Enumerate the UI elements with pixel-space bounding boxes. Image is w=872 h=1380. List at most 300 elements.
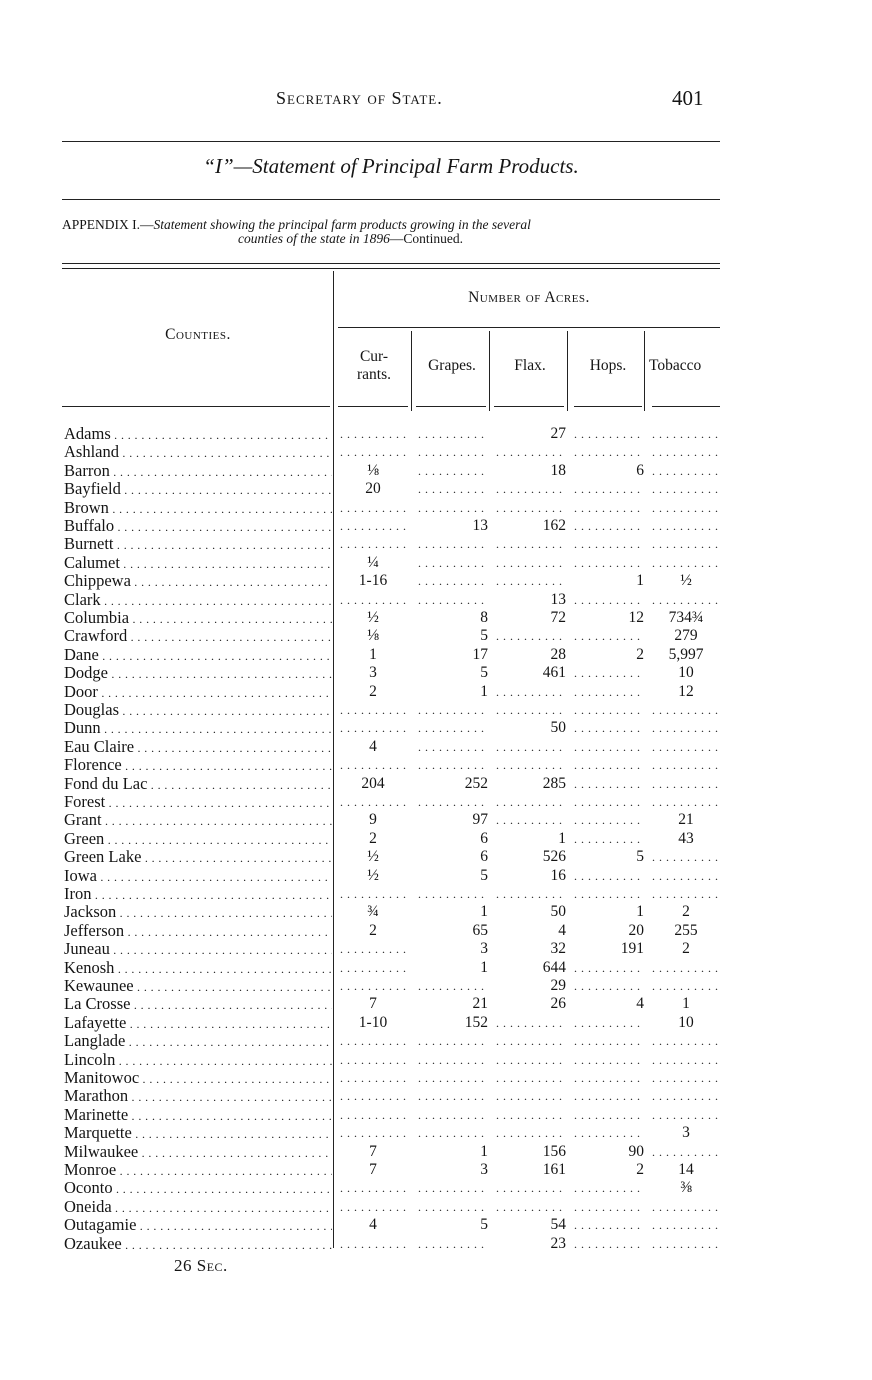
tobacco-header: Tobacco [649, 357, 702, 374]
header-bottom-rule-flax [494, 406, 564, 407]
currants-cell [338, 719, 408, 737]
table-row [0, 499, 872, 517]
tobacco-cell: ½ [680, 572, 692, 590]
flax-cell: 162 [542, 517, 566, 534]
flax-cell [494, 1087, 566, 1105]
hops-cell [572, 701, 644, 719]
currants-cell [338, 443, 408, 461]
hops-cell: 90 [628, 1142, 644, 1160]
table-row [0, 425, 872, 443]
table-row [0, 848, 872, 866]
grapes-cell: 5 [480, 866, 488, 884]
hops-cell [572, 443, 644, 461]
table-row [0, 1216, 872, 1234]
hops-cell [572, 738, 644, 756]
header-bottom-rule-grapes [416, 406, 486, 407]
hops-cell [572, 830, 644, 848]
flax-cell: 50 [550, 719, 566, 737]
county-name: Douglas . . . [64, 701, 332, 719]
currants-cell: ¾ [367, 903, 379, 921]
hops-cell: 191 [620, 940, 644, 958]
county-name: Columbia . . . [64, 609, 332, 627]
header-bottom-rule-currants [338, 406, 408, 407]
grapes-cell: 252 [464, 774, 488, 792]
table-row [0, 646, 872, 664]
currants-cell [338, 1124, 408, 1142]
hops-cell: 1 [636, 572, 644, 590]
table-row [0, 1198, 872, 1216]
grapes-cell [416, 738, 488, 756]
flax-cell [494, 1106, 566, 1124]
table-row [0, 535, 872, 553]
tobacco-cell [650, 719, 722, 737]
grapes-cell [416, 480, 488, 498]
grapes-cell: 5 [480, 664, 488, 682]
flax-cell [494, 443, 566, 461]
grapes-cell: 8 [480, 609, 488, 626]
table-row [0, 1087, 872, 1105]
currants-cell [338, 1106, 408, 1124]
caption-tail: —Continued. [389, 231, 463, 246]
table-row [0, 1014, 872, 1032]
tobacco-cell: 279 [674, 627, 698, 645]
tobacco-cell [650, 480, 722, 498]
caption-italic-1: Statement showing the principal farm products growing in the several [153, 217, 531, 232]
currants-cell [338, 499, 408, 517]
currants-cell: 7 [369, 1142, 377, 1160]
hops-cell: 1 [636, 903, 644, 921]
flax-cell [494, 499, 566, 517]
table-row [0, 775, 872, 793]
flax-cell [494, 1124, 566, 1142]
grapes-cell: 152 [464, 1013, 488, 1031]
grapes-cell: 65 [472, 921, 488, 939]
grapes-cell [416, 1198, 488, 1216]
tobacco-cell: 255 [674, 921, 698, 939]
grapes-cell: 3 [480, 1161, 488, 1178]
hops-cell: 2 [636, 645, 644, 663]
flax-cell: 54 [550, 1216, 566, 1234]
table-row [0, 959, 872, 977]
county-name: Kewaunee . . . [64, 977, 332, 995]
table-row [0, 1051, 872, 1069]
currants-cell: ⅛ [367, 627, 379, 645]
flax-cell: 156 [542, 1142, 566, 1160]
county-name: Manitowoc . . . [64, 1069, 332, 1087]
currants-cell: 1-10 [358, 1013, 388, 1031]
currants-header-line-1: Cur- [359, 348, 389, 365]
table-row [0, 811, 872, 829]
tobacco-cell [650, 591, 722, 609]
hops-cell [572, 1124, 644, 1142]
grapes-cell [416, 462, 488, 480]
tobacco-cell [650, 517, 722, 535]
page-number: 401 [672, 86, 704, 110]
hops-cell [572, 535, 644, 553]
grapes-cell [416, 572, 488, 590]
table-row [0, 867, 872, 885]
tobacco-cell [650, 1106, 722, 1124]
hops-cell [572, 517, 644, 535]
currants-cell [338, 1069, 408, 1087]
grapes-cell: 17 [472, 645, 488, 663]
tobacco-cell [650, 738, 722, 756]
hops-cell: 4 [636, 995, 644, 1013]
tobacco-cell [650, 499, 722, 517]
flax-cell: 23 [550, 1234, 566, 1252]
signature-text: 26 Sec. [174, 1256, 228, 1275]
grapes-cell [416, 701, 488, 719]
tobacco-cell: 21 [678, 811, 694, 829]
currants-cell [338, 535, 408, 553]
county-name: Oconto . . . [64, 1179, 332, 1197]
table-row [0, 609, 872, 627]
currants-header [336, 348, 412, 384]
hops-cell [572, 683, 644, 701]
hops-cell [572, 793, 644, 811]
hops-cell [572, 1014, 644, 1032]
flax-cell: 18 [550, 461, 566, 479]
header-bottom-rule-hops [574, 406, 642, 407]
flax-cell [494, 1179, 566, 1197]
tobacco-cell [650, 1235, 722, 1253]
county-name: Bayfield . . . [64, 480, 332, 498]
currants-cell [338, 940, 408, 958]
currants-cell: 4 [369, 1216, 377, 1234]
flax-cell: 4 [558, 921, 566, 939]
flax-cell [494, 572, 566, 590]
hops-cell [572, 1198, 644, 1216]
tobacco-cell [650, 959, 722, 977]
running-title: Secretary of State. [276, 88, 443, 108]
table-row [0, 885, 872, 903]
currants-cell [338, 1179, 408, 1197]
county-name: Marquette . . . [64, 1124, 332, 1142]
tobacco-cell [650, 885, 722, 903]
county-name: Monroe . . . [64, 1161, 332, 1179]
currants-cell: 20 [365, 480, 381, 498]
flax-cell: 26 [550, 995, 566, 1013]
county-name: Door . . . [64, 683, 332, 701]
tobacco-cell [650, 1087, 722, 1105]
hops-cell [572, 627, 644, 645]
county-name: Calumet . . . [64, 554, 332, 572]
hops-cell [572, 1179, 644, 1197]
currants-cell [338, 701, 408, 719]
grapes-cell [416, 1087, 488, 1105]
currants-cell [338, 1235, 408, 1253]
tobacco-cell [650, 1051, 722, 1069]
tobacco-cell: 12 [678, 682, 694, 700]
tobacco-cell [650, 867, 722, 885]
flax-cell [494, 1069, 566, 1087]
county-name: Green Lake . . . [64, 848, 332, 866]
table-row [0, 719, 872, 737]
column-rule-3 [489, 331, 490, 411]
flax-cell [494, 554, 566, 572]
counties-header: Counties. [165, 326, 231, 343]
tobacco-cell [650, 425, 722, 443]
flax-cell: 27 [550, 425, 566, 442]
hops-cell [572, 885, 644, 903]
county-name: La Crosse . . . [64, 995, 332, 1013]
table-row [0, 1161, 872, 1179]
flax-cell [494, 683, 566, 701]
currants-cell: 4 [369, 737, 377, 755]
section-title: “I”—Statement of Principal Farm Products. [203, 154, 579, 178]
hops-cell [572, 425, 644, 443]
currants-cell: 1 [369, 645, 377, 663]
county-name: Lincoln . . . [64, 1051, 332, 1069]
currants-cell: 7 [369, 995, 377, 1013]
group-header-rule [338, 327, 720, 328]
county-name: Forest . . . [64, 793, 332, 811]
county-name: Outagamie . . . [64, 1216, 332, 1234]
flax-cell [494, 1032, 566, 1050]
currants-cell: ½ [367, 609, 379, 626]
table-row [0, 977, 872, 995]
hops-header: Hops. [589, 357, 627, 374]
tobacco-cell: 10 [678, 1013, 694, 1031]
grapes-cell: 5 [480, 627, 488, 645]
county-name: Fond du Lac . . . [64, 775, 332, 793]
flax-cell [494, 1051, 566, 1069]
currants-cell: 2 [369, 921, 377, 939]
grapes-cell [416, 535, 488, 553]
grapes-cell [416, 443, 488, 461]
tobacco-cell [650, 1143, 722, 1161]
flax-cell: 32 [550, 940, 566, 958]
grapes-cell: 3 [480, 940, 488, 958]
grapes-cell [416, 591, 488, 609]
flax-cell: 644 [542, 958, 566, 976]
county-name: Brown . . . [64, 499, 332, 517]
flax-cell [494, 738, 566, 756]
county-name: Kenosh . . . [64, 959, 332, 977]
county-name: Burnett . . . [64, 535, 332, 553]
hops-cell: 20 [628, 921, 644, 939]
flax-cell: 16 [550, 866, 566, 884]
table-row [0, 1032, 872, 1050]
table-caption [62, 218, 724, 246]
currants-cell [338, 885, 408, 903]
grapes-cell [416, 1051, 488, 1069]
section-rule [62, 199, 720, 200]
column-rule-2 [411, 331, 412, 411]
county-name: Green . . . [64, 830, 332, 848]
county-name: Juneau . . . [64, 940, 332, 958]
column-rule-4 [567, 331, 568, 411]
flax-cell: 29 [550, 977, 566, 994]
flax-cell [494, 627, 566, 645]
table-row [0, 554, 872, 572]
table-row [0, 443, 872, 461]
hops-cell: 6 [636, 461, 644, 479]
flax-cell: 1 [558, 829, 566, 847]
tobacco-cell [650, 1216, 722, 1234]
grapes-cell: 21 [472, 995, 488, 1013]
currants-cell [338, 793, 408, 811]
grapes-cell: 97 [472, 811, 488, 829]
tobacco-cell: 14 [678, 1161, 694, 1178]
tobacco-cell [650, 977, 722, 995]
tobacco-cell: 10 [678, 664, 694, 682]
grapes-cell: 1 [480, 682, 488, 700]
tobacco-cell: 5,997 [668, 645, 704, 663]
flax-cell [494, 701, 566, 719]
county-name: Chippewa . . . [64, 572, 332, 590]
currants-cell [338, 977, 408, 995]
grapes-cell: 6 [480, 829, 488, 847]
top-rule [62, 141, 720, 142]
hops-cell [572, 977, 644, 995]
county-name: Ozaukee . . . [64, 1235, 332, 1253]
currants-cell: ¼ [367, 553, 379, 571]
table-row [0, 922, 872, 940]
number-of-acres-header: Number of Acres. [468, 289, 590, 306]
hops-cell: 2 [636, 1161, 644, 1178]
header-bottom-rule-counties [62, 406, 330, 407]
county-name: Dane . . . [64, 646, 332, 664]
county-name: Grant . . . [64, 811, 332, 829]
tobacco-cell: 734¾ [668, 609, 704, 626]
table-row [0, 683, 872, 701]
currants-cell: 2 [369, 682, 377, 700]
tobacco-cell: 2 [682, 940, 690, 958]
grapes-cell [416, 1032, 488, 1050]
table-row [0, 756, 872, 774]
hops-cell [572, 480, 644, 498]
header-bottom-rule-tobacco [652, 406, 720, 407]
hops-cell: 12 [628, 609, 644, 626]
table-row [0, 1124, 872, 1142]
grapes-cell: 6 [480, 848, 488, 866]
currants-cell: ½ [367, 848, 379, 866]
currants-cell [338, 1051, 408, 1069]
county-name: Buffalo . . . [64, 517, 332, 535]
flax-cell: 161 [542, 1161, 566, 1178]
hops-cell [572, 1106, 644, 1124]
grapes-cell [416, 1124, 488, 1142]
table-row [0, 1235, 872, 1253]
flax-cell [494, 1198, 566, 1216]
running-head [0, 86, 872, 114]
county-name: Dodge . . . [64, 664, 332, 682]
hops-cell [572, 591, 644, 609]
currants-cell: 3 [369, 664, 377, 682]
county-name: Ashland . . . [64, 443, 332, 461]
signature-mark [174, 1256, 228, 1276]
flax-cell [494, 885, 566, 903]
flax-cell [494, 480, 566, 498]
hops-cell [572, 719, 644, 737]
flax-cell: 461 [542, 664, 566, 682]
flax-cell: 50 [550, 903, 566, 921]
hops-cell [572, 554, 644, 572]
county-name: Adams . . . [64, 425, 332, 443]
flax-cell: 72 [550, 609, 566, 626]
grapes-cell [416, 977, 488, 995]
grapes-cell [416, 499, 488, 517]
table-row [0, 572, 872, 590]
grapes-cell: 1 [480, 1142, 488, 1160]
tobacco-cell [650, 554, 722, 572]
caption-italic-2: counties of the state in 1896 [238, 231, 390, 246]
grapes-cell [416, 719, 488, 737]
hops-cell [572, 867, 644, 885]
currants-cell: ½ [367, 866, 379, 884]
hops-cell [572, 1087, 644, 1105]
column-rule-5 [644, 331, 645, 411]
flax-cell [494, 811, 566, 829]
caption-lead: APPENDIX I.— [62, 217, 154, 232]
hops-cell [572, 1032, 644, 1050]
currants-cell [338, 959, 408, 977]
county-name: Barron . . . [64, 462, 332, 480]
county-name: Marinette . . . [64, 1106, 332, 1124]
table-row [0, 738, 872, 756]
tobacco-cell [650, 1069, 722, 1087]
tobacco-cell: 1 [682, 995, 690, 1013]
grapes-cell [416, 756, 488, 774]
hops-cell [572, 1216, 644, 1234]
table-row [0, 940, 872, 958]
county-name: Jefferson . . . [64, 922, 332, 940]
grapes-cell: 1 [480, 958, 488, 976]
table-row [0, 830, 872, 848]
tobacco-cell: 2 [682, 903, 690, 921]
grapes-cell: 13 [472, 517, 488, 534]
tobacco-cell [650, 462, 722, 480]
flax-cell [494, 793, 566, 811]
tobacco-cell [650, 848, 722, 866]
hops-cell [572, 1051, 644, 1069]
grapes-cell [416, 1179, 488, 1197]
table-row [0, 1106, 872, 1124]
currants-cell [338, 591, 408, 609]
hops-cell [572, 959, 644, 977]
table-row [0, 664, 872, 682]
hops-cell [572, 499, 644, 517]
hops-cell: 5 [636, 848, 644, 866]
county-name: Langlade . . . [64, 1032, 332, 1050]
table-row [0, 793, 872, 811]
currants-cell: 7 [369, 1161, 377, 1178]
flax-cell [494, 535, 566, 553]
currants-cell [338, 756, 408, 774]
hops-cell [572, 756, 644, 774]
grapes-cell [416, 793, 488, 811]
currants-cell [338, 517, 408, 535]
table-row [0, 462, 872, 480]
currants-cell: 2 [369, 829, 377, 847]
tobacco-cell [650, 1198, 722, 1216]
county-name: Dunn . . . [64, 719, 332, 737]
currants-header-line-2: rants. [356, 366, 391, 383]
hops-cell [572, 775, 644, 793]
grapes-cell: 1 [480, 903, 488, 921]
tobacco-cell [650, 701, 722, 719]
currants-cell: 204 [361, 774, 385, 792]
grapes-cell: 5 [480, 1216, 488, 1234]
tobacco-cell: ⅜ [680, 1179, 692, 1197]
county-name: Oneida . . . [64, 1198, 332, 1216]
table-row [0, 903, 872, 921]
table-row [0, 995, 872, 1013]
tobacco-cell [650, 793, 722, 811]
grapes-cell [416, 885, 488, 903]
tobacco-cell: 3 [682, 1124, 690, 1142]
